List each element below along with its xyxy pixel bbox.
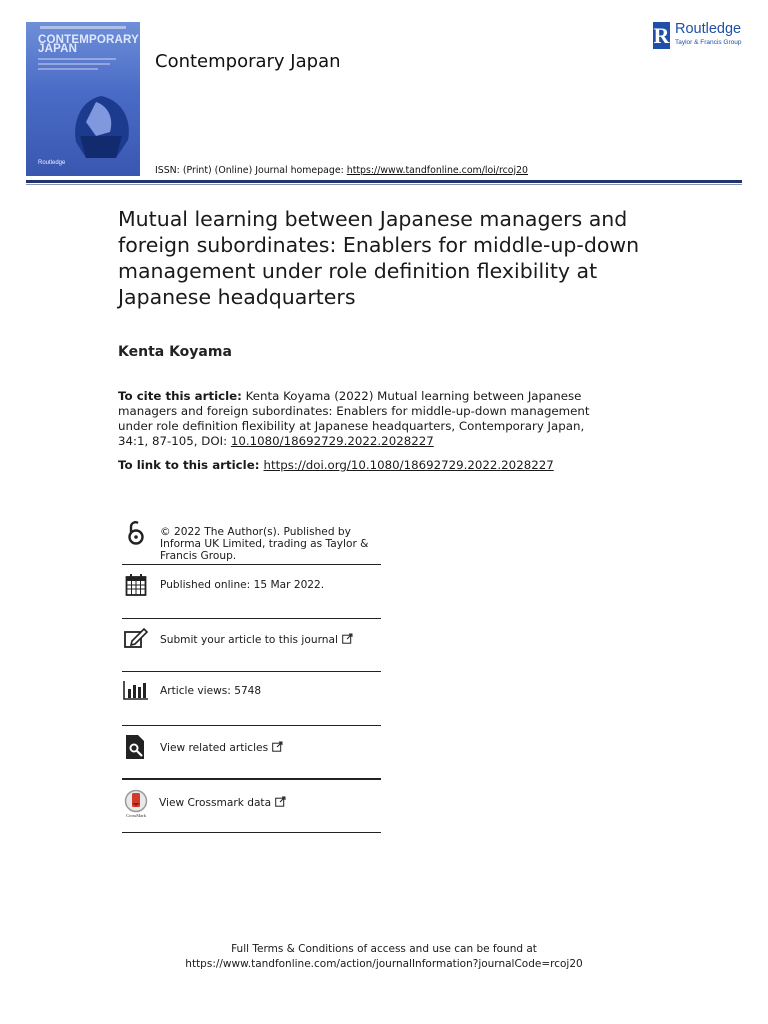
journal-homepage-link[interactable]: https://www.tandfonline.com/loi/rcoj20 [346,165,529,176]
header-divider [26,180,742,183]
related-label: View related articles [160,742,269,754]
crossmark-text[interactable] [159,780,286,809]
cover-title: CONTEMPORARY JAPAN [38,34,140,55]
crossmark-icon: CrossMark [122,780,150,818]
external-link-icon [272,741,283,752]
external-link-icon [342,633,353,644]
views-row [122,672,381,726]
publisher-logo[interactable] [653,20,753,50]
cover-text-lines [38,58,118,73]
submit-text[interactable] [160,619,353,646]
link-label: To link to this article: [118,458,264,472]
bar-chart-icon [122,672,150,700]
cite-text: Kenta Koyama (2022) Mutual learning between Japanese managers and foreign subordinates: Enablers for middle-up-down management under role definition flexibility at Japanese headquarters, Contemporary Japan, 34:1, 87-105, DOI: [118,389,590,448]
cite-label: To cite this article: [118,389,242,403]
cover-top-strip [40,26,126,29]
crossmark-label: View Crossmark data [159,797,272,809]
footer-line-1: Full Terms & Conditions of access and use can be found at [231,943,537,955]
publisher-subtitle: Taylor & Francis Group [675,39,742,46]
cover-publisher-logo: Routledge [38,160,66,166]
calendar-icon [122,565,150,597]
article-title: Mutual learning between Japanese managers and foreign subordinates: Enablers for middle-up-down management under role definition flexibility at Japanese headquarters [118,207,640,309]
submit-row[interactable] [122,619,381,672]
header-divider-thin [26,184,742,185]
article-doi-link[interactable]: https://doi.org/10.1080/18692729.2022.2028227 [263,458,554,472]
crossmark-row[interactable] [122,780,381,833]
published-text: Published online: 15 Mar 2022. [160,579,325,591]
published-row [122,565,381,619]
journal-name: Contemporary Japan [155,51,341,72]
footer-terms-link[interactable]: https://www.tandfonline.com/action/journalInformation?journalCode=rcoj20 [185,958,583,970]
routledge-r-icon: R [653,23,670,48]
open-access-icon [122,518,150,546]
open-access-row [122,518,381,565]
article-info-list [122,518,381,833]
article-author: Kenta Koyama [118,344,232,360]
edit-icon [122,619,150,649]
views-text: Article views: 5748 [160,685,262,697]
issn-line [155,165,528,176]
citation-block [118,389,618,449]
issn-label: ISSN: (Print) (Online) Journal homepage: [155,165,347,176]
related-text[interactable] [160,726,283,754]
open-access-text: © 2022 The Author(s). Published by Informa UK Limited, trading as Taylor & Francis Group. [160,526,369,562]
related-row[interactable] [122,726,381,780]
cover-artwork [66,92,136,162]
search-document-icon [122,726,150,760]
article-link-line [118,458,554,473]
submit-label: Submit your article to this journal [160,634,338,646]
footer-terms [0,942,768,972]
cite-doi-link[interactable]: 10.1080/18692729.2022.2028227 [230,434,434,448]
journal-cover-image [26,22,140,176]
publisher-name: Routledge [675,21,742,37]
external-link-icon [275,796,286,807]
